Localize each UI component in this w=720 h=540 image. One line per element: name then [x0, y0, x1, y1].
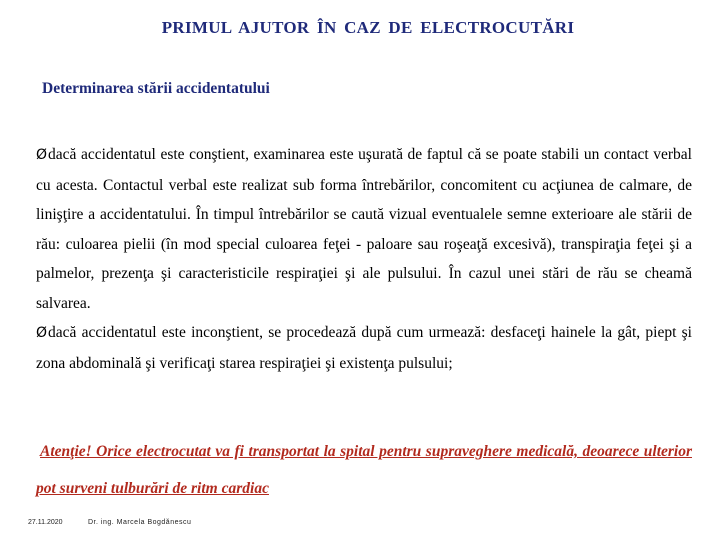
warning-text: Atenţie! Orice electrocutat va fi transportat la spital pentru supraveghere medicală, deoarece ulterior pot surveni tulburări de ritm cardiac — [36, 443, 692, 497]
paragraph-text: dacă accidentatul este conştient, examinarea este uşurată de faptul că se poate stabili un contact verbal cu acesta. Contactul verbal este realizat sub forma întrebărilor, concomitent cu acţiunea de calmare, de linişţire a accidentatului. În timpul întrebărilor se caută vizual eventualele semne exterioare ale stării de rău: culoarea pielii (în mod special culoarea feţei - paloare sau roşeaţă excesivă), transpiraţia feţei şi a palmelor, prezenţa şi caracteristicile respiraţiei şi ale pulsului. În cazul unei stări de rău se cheamă salvarea. — [36, 146, 692, 312]
arrow-bullet-icon: Ø — [36, 147, 48, 163]
arrow-bullet-icon: Ø — [36, 325, 48, 341]
footer-date: 27.11.2020 — [28, 519, 63, 526]
slide-title: PRIMUL AJUTOR ÎN CAZ DE ELECTROCUTĂRI — [161, 18, 575, 37]
content-body — [36, 140, 692, 378]
footer-author: Dr. ing. Marcela Bogdănescu — [88, 519, 192, 526]
warning-note — [36, 433, 692, 507]
bullet-paragraph-conscious — [36, 140, 692, 318]
paragraph-text: dacă accidentatul este inconştient, se procedează după cum urmează: desfaceţi hainele la gât, piept şi zona abdominală şi verificaţi starea respiraţiei şi existenţa pulsului; — [36, 324, 692, 372]
bullet-paragraph-unconscious — [36, 318, 692, 378]
section-subtitle: Determinarea stării accidentatului — [42, 80, 270, 97]
